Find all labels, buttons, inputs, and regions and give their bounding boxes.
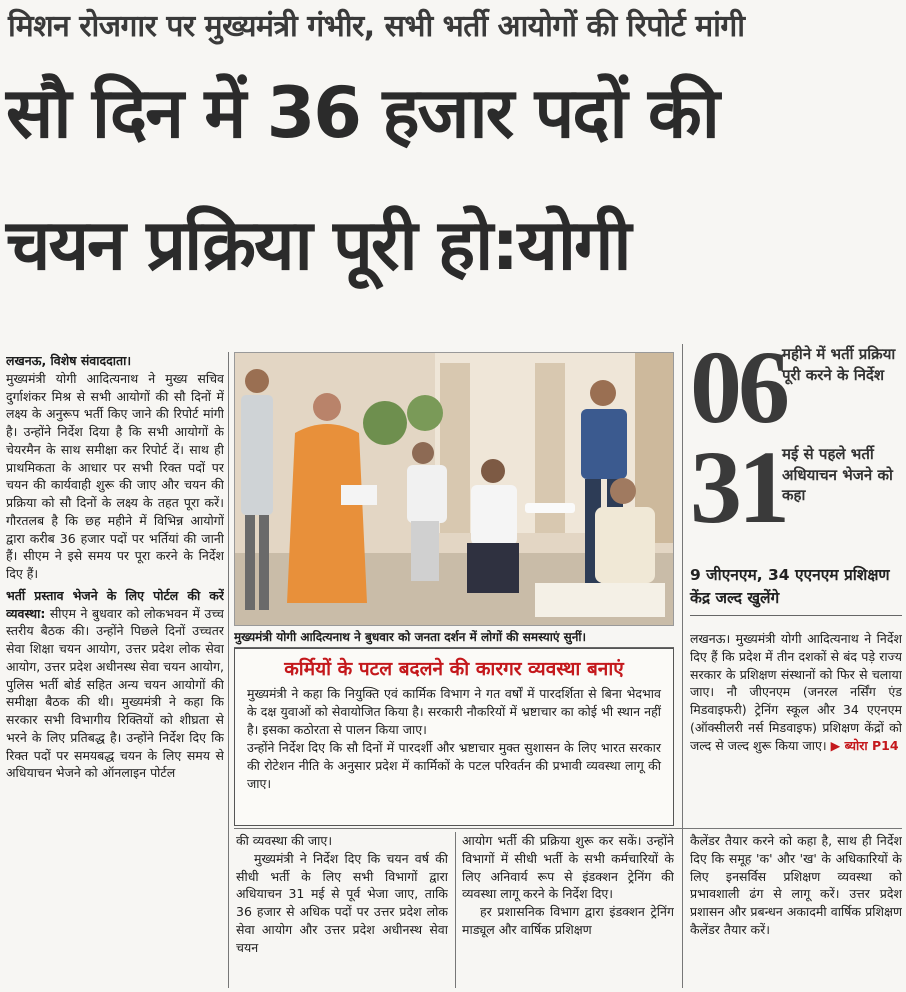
left-column <box>6 352 224 990</box>
photo-caption: मुख्यमंत्री योगी आदित्यनाथ ने बुधवार को जनता दर्शन में लोगों की समस्याएं सुनीं। <box>234 628 674 648</box>
bottom-rule <box>234 828 902 829</box>
news-photo <box>234 352 674 626</box>
stat-block-31 <box>690 430 900 545</box>
stat-block-06 <box>690 330 900 445</box>
more-page[interactable]: P14 <box>871 737 899 753</box>
left-subhead: भर्ती प्रस्ताव भेजने के लिए पोर्टल की करें व्यवस्था: <box>6 587 224 621</box>
bottom-col-1-a: की व्यवस्था की जाए। <box>236 833 333 848</box>
bottom-column-3 <box>690 832 902 988</box>
stat-text: मई से पहले भर्ती अधियाचन भेजने को कहा <box>782 445 893 505</box>
bottom-col-2-b: हर प्रशासनिक विभाग द्वारा इंडक्शन ट्रेनिंग माड्यूल और वार्षिक प्रशिक्षण <box>462 904 674 937</box>
left-para-2-text: सीएम ने बुधवार को लोकभवन में उच्च स्तरीय बैठक की। उन्होंने पिछले दिनों उच्चतर सेवा शिक्षा चयन आयोग, उत्तर प्रदेश लोक सेवा आयोग, उत्तर प्रदेश अधीनस्थ सेवा चयन आयोग, पुलिस भर्ती बोर्ड सहित अन्य चयन आयोगों की समीक्षा बैठक की थी। मुख्यमंत्री ने कहा कि सरकार सभी विभागीय रिक्तियों को शीघ्रता से भरने के लिए प्रतिबद्ध है। उन्होंने निर्देश दिए कि रिक्त पदों पर समयबद्ध चयन के लिए समय से अधियाचन भेजने को ऑनलाइन पोर्टल <box>6 605 224 781</box>
boxed-story <box>234 648 674 826</box>
bottom-column-2 <box>462 832 674 988</box>
column-divider <box>228 352 229 988</box>
side-story-text <box>690 630 902 754</box>
stat-text: महीने में भर्ती प्रक्रिया पूरी करने के निर्देश <box>782 345 896 384</box>
box-body <box>235 685 673 793</box>
box-para-1: मुख्यमंत्री ने कहा कि नियुक्ति एवं कार्मिक विभाग ने गत वर्षों में पारदर्शिता से बिना भेदभाव के दक्ष युवाओं को सेवायोजित किया है। सरकारी नौकरियों में भ्रष्टाचार का कोई भी स्थान नहीं है। इसका कठोरता से पालन किया जाए। <box>247 686 661 737</box>
kicker-headline: मिशन रोजगार पर मुख्यमंत्री गंभीर, सभी भर्ती आयोगों की रिपोर्ट मांगी <box>8 9 745 44</box>
bottom-col-2-a: आयोग भर्ती की प्रक्रिया शुरू कर सकें। उन्होंने विभागों में सीधी भर्ती के सभी कर्मचारियों के लिए अनिवार्य रूप से इंडक्शन ट्रेनिंग की व्यवस्था लागू करने के निर्देश दिए। <box>462 833 674 902</box>
more-label[interactable]: ब्योरा <box>844 737 868 753</box>
side-story-paragraph: लखनऊ। मुख्यमंत्री योगी आदित्यनाथ ने निर्देश दिए हैं कि प्रदेश में तीन दशकों से बंद पड़े राज्य सरकार के प्रशिक्षण संस्थानों को फिर से चलाया जाए। नौ जीएनएम (जनरल नर्सिंग एंड मिडवाइफरी) ट्रेनिंग स्कूल और 34 एएनएम (ऑक्सीलरी नर्स मिडवाइफ) प्रशिक्षण केंद्रों को जल्द से जल्द शुरू किया जाए। <box>690 631 902 753</box>
left-para-2 <box>6 587 224 782</box>
column-divider <box>682 344 683 988</box>
left-para-1: मुख्यमंत्री योगी आदित्यनाथ ने मुख्य सचिव दुर्गाशंकर मिश्र से सभी आयोगों की सौ दिनों में लक्ष्य के अनुरूप भर्ती किए जाने की रिपोर्ट मांगी है। उन्होंने निर्देश दिया है कि सभी आयोगों के चेयरमैन के साथ समीक्षा कर रिपोर्ट दें। साथ ही प्राथमिकता के आधार पर सभी रिक्त पदों पर चयन की कार्यवाही शुरू की जाए और चयन की प्रक्रिया को सौ दिनों के लक्ष्य के तहत पूरा करें। गौरतलब है कि छह महीने में विभिन्न आयोगों द्वारा करीब 36 हजार पदों पर भर्तियां की जानी हैं। सीएम ने इसे समय पर पूरा करने के निर्देश दिए हैं। <box>6 370 224 581</box>
column-divider <box>455 832 456 988</box>
box-title: कर्मियों के पटल बदलने की कारगर व्यवस्था बनाएं <box>284 658 624 680</box>
main-headline-line-2: चयन प्रक्रिया पूरी हो:योगी <box>6 204 630 286</box>
bottom-col-1-b: मुख्यमंत्री ने निर्देश दिए कि चयन वर्ष की सीधी भर्ती के लिए सभी विभागों द्वारा अधियाचन 31 मई से पूर्व भेजा जाए, ताकि 36 हजार से अधिक पदों पर उत्तर प्रदेश लोक सेवा आयोग और उत्तर प्रदेश अधीनस्थ सेवा चयन <box>236 850 448 955</box>
side-story-headline: 9 जीएनएम, 34 एएनएम प्रशिक्षण केंद्र जल्द खुलेंगे <box>690 564 902 616</box>
bottom-col-3: कैलेंडर तैयार करने को कहा है, साथ ही निर्देश दिए कि समूह 'क' और 'ख' के अधिकारियों के लिए इनसर्विस प्रशिक्षण व्यवस्था को प्रभावशाली ढंग से लागू करें। उत्तर प्रदेश प्रशासन और प्रबन्धन अकादमी वार्षिक प्रशिक्षण कैलेंडर तैयार करें। <box>690 833 902 937</box>
photo-illustration <box>235 353 673 625</box>
stat-number: 31 <box>690 430 786 545</box>
more-link[interactable]: ▶ ब्योरा P14 <box>830 737 899 753</box>
box-para-2: उन्होंने निर्देश दिए कि सौ दिनों में पारदर्शी और भ्रष्टाचार मुक्त सुशासन के लिए भारत सरकार की रोटेशन नीति के अनुसार प्रदेश में कार्मिकों के पटल परिवर्तन की प्रभावी व्यवस्था लागू की जाए। <box>247 740 661 791</box>
main-headline-line-1: सौ दिन में 36 हजार पदों की <box>6 72 718 154</box>
stat-number: 06 <box>690 330 786 445</box>
bottom-column-1 <box>236 832 448 988</box>
dateline: लखनऊ, विशेष संवाददाता। <box>6 353 132 368</box>
side-story-body <box>690 630 902 820</box>
